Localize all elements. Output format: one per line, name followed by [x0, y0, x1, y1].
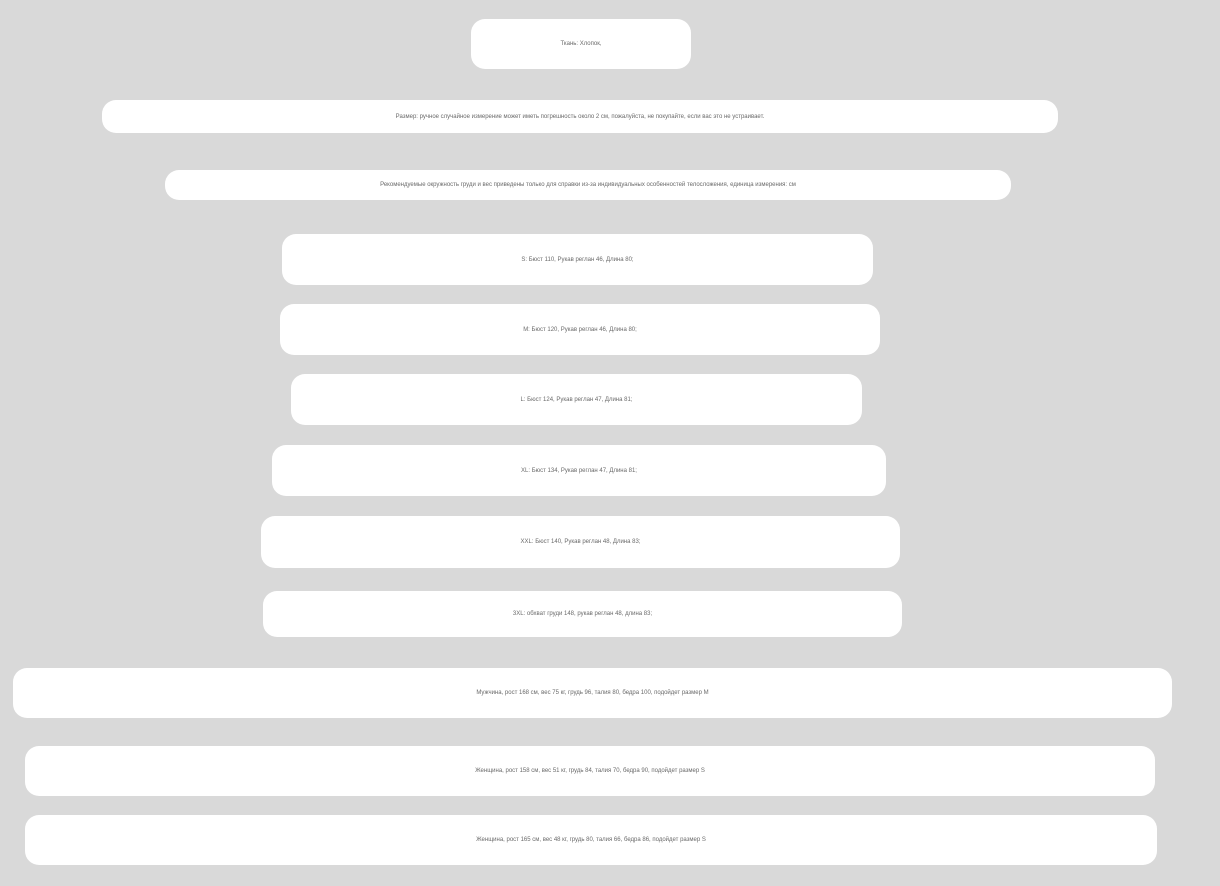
size-row-l: L: Бюст 124, Рукав реглан 47, Длина 81;: [291, 374, 862, 425]
size-row-xxl: XXL: Бюст 140, Рукав реглан 48, Длина 83;: [261, 516, 900, 568]
size-row-s: S: Бюст 110, Рукав реглан 46, Длина 80;: [282, 234, 873, 285]
reference-note: Рекомендуемые окружность груди и вес приведены только для справки из-за индивидуальных особенностей телосложения, единица измерения: см: [165, 170, 1011, 200]
size-row-xl: XL: Бюст 134, Рукав реглан 47, Длина 81;: [272, 445, 886, 496]
size-row-m: M: Бюст 120, Рукав реглан 46, Длина 80;: [280, 304, 880, 355]
fit-example-man: Мужчина, рост 168 см, вес 75 кг, грудь 96, талия 80, бедра 100, подойдет размер M: [13, 668, 1172, 718]
fit-example-woman-1: Женщина, рост 158 см, вес 51 кг, грудь 84, талия 70, бедра 90, подойдет размер S: [25, 746, 1155, 796]
fabric-label: Ткань: Хлопок,: [471, 19, 691, 69]
fit-example-woman-2: Женщина, рост 165 см, вес 48 кг, грудь 80, талия 66, бедра 86, подойдет размер S: [25, 815, 1157, 865]
measurement-note: Размер: ручное случайное измерение может иметь погрешность около 2 см, пожалуйста, не покупайте, если вас это не устраивает.: [102, 100, 1058, 133]
size-row-3xl: 3XL: обхват груди 148, рукав реглан 48, длина 83;: [263, 591, 902, 637]
